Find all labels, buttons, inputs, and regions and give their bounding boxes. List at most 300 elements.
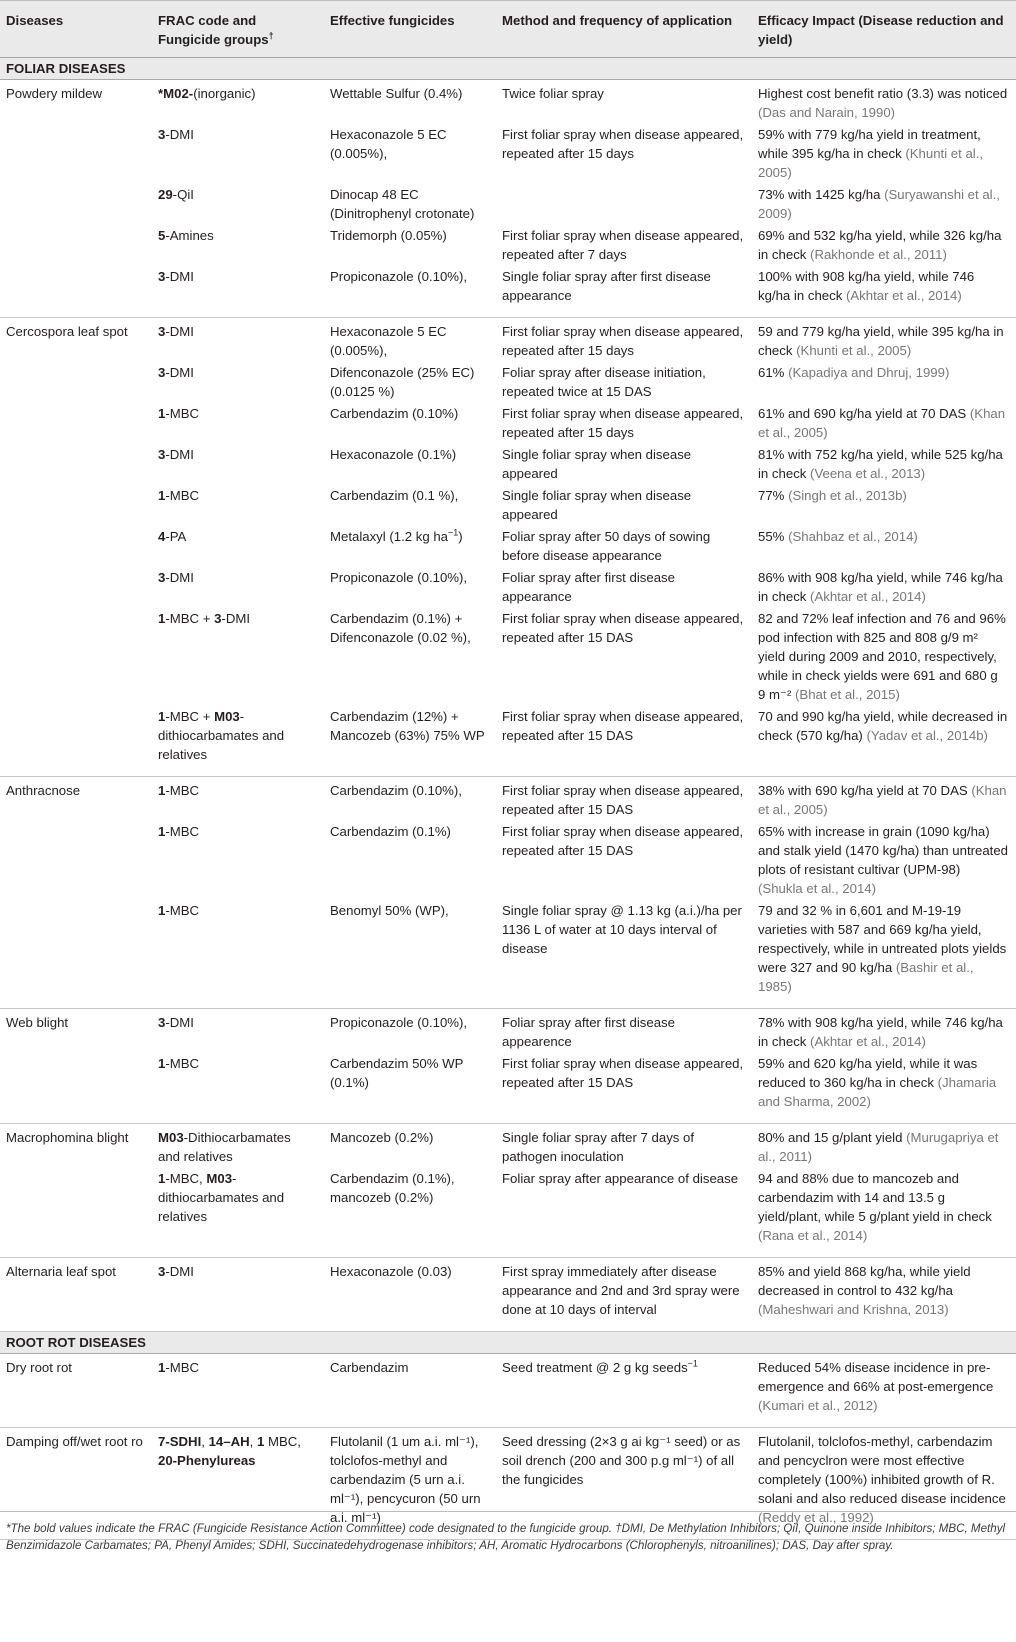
method-cell: [496, 318, 752, 364]
frac-code: 3: [158, 570, 166, 585]
method-text: Twice foliar spray: [502, 86, 604, 101]
table-row: [0, 267, 1016, 318]
disease-name: Dry root rot: [0, 1354, 152, 1428]
citation: (Shahbaz et al., 2014): [788, 529, 918, 544]
method-text: Single foliar spray when disease appeared: [502, 447, 692, 481]
frac-group: -MBC +: [165, 709, 215, 724]
fungicide-cell: [324, 445, 496, 486]
table-row: [0, 318, 1016, 364]
disease-name: Web blight: [6, 1015, 69, 1030]
frac-code-cell: [152, 568, 324, 609]
table-body: [0, 58, 1016, 1540]
frac-group: -MBC: [165, 1360, 200, 1375]
frac-code-cell: [152, 1054, 324, 1124]
section-title: ROOT ROT DISEASES: [0, 1332, 1016, 1354]
frac-code: 1: [158, 406, 166, 421]
disease-cell: [0, 707, 152, 777]
method-text: First foliar spray when disease appeared, repeated after 15 DAS: [502, 709, 744, 743]
section-row: [0, 58, 1016, 80]
citation: (Murugapriya et al., 2011): [758, 1130, 999, 1164]
efficacy-text: 61% and 690 kg/ha yield at 70 DAS: [758, 406, 970, 421]
table-row: [0, 1354, 1016, 1428]
frac-code-cell: [152, 486, 324, 527]
frac-code-cell: [152, 1258, 324, 1332]
citation: (Bashir et al., 1985): [758, 960, 974, 994]
method-text: First foliar spray when disease appeared, repeated after 15 DAS: [502, 1056, 744, 1090]
method-cell: [496, 80, 752, 126]
frac-code: 7-SDHI: [158, 1434, 202, 1449]
fungicide-cell: [324, 777, 496, 823]
frac-group: ,: [201, 1434, 209, 1449]
frac-group: -MBC +: [165, 611, 215, 626]
method-cell: [496, 363, 752, 404]
citation: (Jhamaria and Sharma, 2002): [758, 1075, 997, 1109]
frac-group: -DMI: [165, 269, 194, 284]
fungicide-cell: [324, 125, 496, 185]
efficacy-text: 81% with 752 kg/ha yield, while 525 kg/ha in check: [758, 447, 1003, 481]
method-text: Seed dressing (2×3 g ai kg⁻¹ seed) or as soil drench (200 and 300 p.g ml⁻¹) of all the fungicides: [502, 1434, 741, 1487]
fungicide-name: Carbendazim (0.1%): [330, 824, 451, 839]
efficacy-text: 77%: [758, 488, 789, 503]
frac-code-cell: [152, 318, 324, 364]
fungicide-name: Hexaconazole 5 EC (0.005%),: [330, 324, 447, 358]
fungicide-cell: [324, 226, 496, 267]
method-text: First foliar spray when disease appeared, repeated after 7 days: [502, 228, 744, 262]
fungicide-cell: [324, 486, 496, 527]
citation: (Suryawanshi et al., 2009): [758, 187, 1000, 221]
disease-name: Powdery mildew: [6, 86, 103, 101]
method-cell: [496, 226, 752, 267]
efficacy-cell: [752, 1054, 1016, 1124]
table-row: [0, 1258, 1016, 1332]
fungicide-name: Wettable Sulfur (0.4%): [330, 86, 463, 101]
frac-code-cell: [152, 609, 324, 707]
frac-group: -DMI: [165, 1264, 194, 1279]
efficacy-text: 69% and 532 kg/ha yield, while 326 kg/ha in check: [758, 228, 1002, 262]
fungicide-name: Flutolanil (1 um a.i. ml⁻¹), tolclofos-methyl and carbendazim (5 urn a.i. ml⁻¹), pencycuron (50 urn a.i. ml⁻¹): [330, 1434, 481, 1525]
frac-code: 1: [158, 783, 166, 798]
frac-group: -DMI: [165, 127, 194, 142]
method-cell: [496, 404, 752, 445]
disease-name: Cercospora leaf spot: [6, 324, 128, 339]
fungicide-name: Hexaconazole (0.1%): [330, 447, 457, 462]
section-title: FOLIAR DISEASES: [0, 58, 1016, 80]
frac-code-cell: [152, 527, 324, 568]
efficacy-text: 78% with 908 kg/ha yield, while 746 kg/ha in check: [758, 1015, 1003, 1049]
method-text: Foliar spray after appearance of disease: [502, 1171, 739, 1186]
efficacy-text: 94 and 88% due to mancozeb and carbendazim with 14 and 13.5 g yield/plant, while 5 g/plant yield in check: [758, 1171, 992, 1224]
method-text: Foliar spray after first disease appearence: [502, 1015, 675, 1049]
table-row: [0, 1009, 1016, 1055]
header-frac: [152, 1, 324, 58]
efficacy-text: 59% and 620 kg/ha yield, while it was reduced to 360 kg/ha in check: [758, 1056, 978, 1090]
fungicide-name: Tridemorph (0.05%): [330, 228, 447, 243]
citation: (Shukla et al., 2014): [758, 881, 877, 896]
frac-code-cell: [152, 1354, 324, 1428]
method-text: First foliar spray when disease appeared, repeated after 15 DAS: [502, 824, 744, 858]
fungicide-name: Propiconazole (0.10%),: [330, 269, 468, 284]
efficacy-cell: [752, 486, 1016, 527]
frac-code: 1: [256, 1434, 265, 1449]
efficacy-text: 59 and 779 kg/ha yield, while 395 kg/ha in check: [758, 324, 1004, 358]
citation: (Akhtar et al., 2014): [845, 288, 962, 303]
frac-code: M03: [158, 1130, 184, 1145]
frac-code: 3: [158, 324, 166, 339]
frac-group: -Dithiocarbamates and relatives: [158, 1130, 291, 1164]
fungicide-name: Carbendazim (12%) + Mancozeb (63%) 75% WP: [330, 709, 485, 743]
efficacy-cell: [752, 1354, 1016, 1428]
frac-group: ,: [249, 1434, 257, 1449]
disease-name: Damping off/wet root ro: [0, 1428, 152, 1540]
citation: (Akhtar et al., 2014): [810, 1034, 926, 1049]
fungicide-cell: [324, 568, 496, 609]
efficacy-cell: [752, 404, 1016, 445]
method-cell: [496, 1124, 752, 1170]
fungicide-cell: [324, 901, 496, 1009]
table-row: [0, 363, 1016, 404]
fungicide-name: Carbendazim (0.10%): [330, 406, 459, 421]
efficacy-cell: [752, 568, 1016, 609]
method-cell: [496, 527, 752, 568]
frac-code: 1: [158, 1360, 166, 1375]
efficacy-cell: [752, 1009, 1016, 1055]
method-cell: [496, 1054, 752, 1124]
header-frac-label: FRAC code and Fungicide groups: [158, 13, 269, 47]
frac-group: -Amines: [165, 228, 214, 243]
fungicide-unit-exponent: −1: [448, 527, 459, 538]
fungicide-cell: [324, 80, 496, 126]
fungicide-cell: [324, 404, 496, 445]
table-row: [0, 1169, 1016, 1258]
frac-code-cell: [152, 822, 324, 901]
efficacy-cell: [752, 1258, 1016, 1332]
disease-cell: [0, 609, 152, 707]
efficacy-text: 73% with 1425 kg/ha: [758, 187, 885, 202]
section-row: [0, 1332, 1016, 1354]
frac-code: 3: [158, 127, 166, 142]
efficacy-cell: [752, 822, 1016, 901]
fungicide-name: Mancozeb (0.2%): [330, 1130, 434, 1145]
frac-code: 3: [158, 447, 166, 462]
frac-code: 3: [158, 365, 166, 380]
fungicide-name: Hexaconazole (0.03): [330, 1264, 452, 1279]
efficacy-cell: [752, 267, 1016, 318]
method-cell: [496, 901, 752, 1009]
method-cell: [496, 445, 752, 486]
table-row: [0, 125, 1016, 185]
table-row: [0, 568, 1016, 609]
method-cell: [496, 267, 752, 318]
method-cell: [496, 185, 752, 226]
disease-cell: [0, 226, 152, 267]
citation: (Kapadiya and Dhruj, 1999): [788, 365, 950, 380]
frac-group: -MBC: [165, 783, 200, 798]
efficacy-cell: [752, 707, 1016, 777]
frac-group: -dithiocarbamates and relatives: [158, 709, 285, 762]
table-header: [0, 1, 1016, 58]
efficacy-text: 70 and 990 kg/ha yield, while decreased in check (570 kg/ha): [758, 709, 1008, 743]
frac-code-cell: [152, 1169, 324, 1258]
frac-code: 3: [214, 611, 222, 626]
fungicide-name: Benomyl 50% (WP),: [330, 903, 449, 918]
efficacy-cell: [752, 185, 1016, 226]
method-text: First foliar spray when disease appeared, repeated after 15 days: [502, 406, 744, 440]
frac-group: (inorganic): [193, 86, 256, 101]
disease-cell: [0, 527, 152, 568]
efficacy-text: 55%: [758, 529, 789, 544]
method-text: Single foliar spray @ 1.13 kg (a.i.)/ha per 1136 L of water at 10 days interval of disease: [502, 903, 742, 956]
method-cell: [496, 822, 752, 901]
disease-cell: [0, 486, 152, 527]
method-cell: [496, 609, 752, 707]
fungicide-name: Carbendazim 50% WP (0.1%): [330, 1056, 464, 1090]
header-method: [496, 1, 752, 58]
frac-code-cell: [152, 185, 324, 226]
efficacy-text: 79 and 32 % in 6,601 and M-19-19 varieties with 587 and 669 kg/ha yield, respectively, while in untreated plots yields were 327 and 90 kg/ha: [758, 903, 1007, 975]
frac-group: -MBC: [165, 903, 200, 918]
citation: (Khunti et al., 2005): [758, 146, 984, 180]
efficacy-cell: [752, 901, 1016, 1009]
citation: (Khunti et al., 2005): [796, 343, 912, 358]
method-cell: [496, 125, 752, 185]
fungicide-cell: [324, 185, 496, 226]
table-row: [0, 226, 1016, 267]
fungicide-name: Carbendazim (0.1%) + Difenconazole (0.02 %),: [330, 611, 471, 645]
frac-code: M03: [206, 1171, 233, 1186]
header-row: [0, 1, 1016, 58]
fungicide-cell: [324, 822, 496, 901]
frac-code: 1: [158, 824, 166, 839]
frac-code: 29: [158, 187, 173, 202]
frac-group: -MBC: [165, 406, 200, 421]
header-efficacy-label: Efficacy Impact (Disease reduction and yield): [758, 13, 1004, 47]
frac-code-cell: [152, 707, 324, 777]
frac-group: -MBC,: [165, 1171, 207, 1186]
fungicide-name: Hexaconazole 5 EC (0.005%),: [330, 127, 447, 161]
frac-code: 14–AH: [208, 1434, 250, 1449]
fungicide-cell: [324, 1054, 496, 1124]
efficacy-text: Reduced 54% disease incidence in pre-emergence and 66% at post-emergence: [758, 1360, 994, 1394]
efficacy-text: Highest cost benefit ratio (3.3) was noticed: [758, 86, 1008, 101]
frac-group: -DMI: [221, 611, 250, 626]
efficacy-text: 100% with 908 kg/ha yield, while 746 kg/ha in check: [758, 269, 975, 303]
fungicide-cell: [324, 1124, 496, 1170]
table-row: [0, 527, 1016, 568]
efficacy-text: 38% with 690 kg/ha yield at 70 DAS: [758, 783, 972, 798]
frac-group: -DMI: [165, 365, 194, 380]
method-text: Foliar spray after first disease appearance: [502, 570, 675, 604]
efficacy-cell: [752, 226, 1016, 267]
efficacy-cell: [752, 125, 1016, 185]
frac-code: 5: [158, 228, 166, 243]
header-fungicides: [324, 1, 496, 58]
method-text: Seed treatment @ 2 g kg seeds: [502, 1360, 688, 1375]
frac-code-cell: [152, 445, 324, 486]
fungicide-cell: [324, 527, 496, 568]
method-text: First spray immediately after disease appearance and 2nd and 3rd spray were done at 10 days of interval: [502, 1264, 740, 1317]
fungicide-cell: [324, 1354, 496, 1428]
frac-group: -DMI: [165, 1015, 194, 1030]
fungicide-cell: [324, 267, 496, 318]
frac-code: 3: [158, 1015, 166, 1030]
frac-code-cell: [152, 80, 324, 126]
efficacy-text: 61%: [758, 365, 789, 380]
table-row: [0, 822, 1016, 901]
citation: (Singh et al., 2013b): [788, 488, 907, 503]
method-text: First foliar spray when disease appeared, repeated after 15 DAS: [502, 611, 744, 645]
disease-cell: [0, 185, 152, 226]
header-fungicides-label: Effective fungicides: [330, 13, 455, 28]
citation: (Khan et al., 2005): [758, 783, 1007, 817]
header-diseases: [0, 1, 152, 58]
table-row: [0, 901, 1016, 1009]
efficacy-text: 86% with 908 kg/ha yield, while 746 kg/ha in check: [758, 570, 1003, 604]
disease-cell: [0, 822, 152, 901]
citation: (Khan et al., 2005): [758, 406, 1006, 440]
efficacy-cell: [752, 80, 1016, 126]
efficacy-cell: [752, 777, 1016, 823]
frac-group: -QiI: [172, 187, 194, 202]
efficacy-text: 80% and 15 g/plant yield: [758, 1130, 907, 1145]
fungicide-name: Metalaxyl (1.2 kg ha: [330, 529, 449, 544]
frac-code-cell: [152, 226, 324, 267]
table-row: [0, 80, 1016, 126]
disease-cell: [0, 1169, 152, 1258]
method-cell: [496, 1258, 752, 1332]
efficacy-cell: [752, 1169, 1016, 1258]
frac-code-cell: [152, 363, 324, 404]
fungicide-name: Difenconazole (25% EC) (0.0125 %): [330, 365, 475, 399]
citation: (Rakhonde et al., 2011): [810, 247, 947, 262]
frac-code-cell: [152, 777, 324, 823]
frac-code-cell: [152, 404, 324, 445]
citation: (Akhtar et al., 2014): [810, 589, 926, 604]
citation: (Veena et al., 2013): [810, 466, 926, 481]
table-row: [0, 707, 1016, 777]
frac-code: 1: [158, 611, 166, 626]
frac-code: 4: [158, 529, 166, 544]
fungicide-name: Carbendazim (0.10%),: [330, 783, 462, 798]
disease-cell: [0, 445, 152, 486]
frac-code: 1: [158, 709, 166, 724]
efficacy-cell: [752, 609, 1016, 707]
method-text: Foliar spray after 50 days of sowing before disease appearance: [502, 529, 711, 563]
header-diseases-label: Diseases: [6, 13, 64, 28]
frac-group: -dithiocarbamates and relatives: [158, 1171, 285, 1224]
fungicide-name: Propiconazole (0.10%),: [330, 1015, 468, 1030]
disease-cell: [0, 568, 152, 609]
table-row: [0, 486, 1016, 527]
frac-group: -MBC: [165, 1056, 200, 1071]
frac-group: -PA: [165, 529, 187, 544]
efficacy-text: Flutolanil, tolclofos-methyl, carbendazim and pencyclron were most effective completely (100%) inhibited growth of R. solani and also reduced disease incidence: [758, 1434, 1006, 1506]
fungicide-cell: [324, 609, 496, 707]
citation: (Bhat et al., 2015): [795, 687, 900, 702]
frac-group: -DMI: [165, 447, 194, 462]
efficacy-text: 82 and 72% leaf infection and 76 and 96% pod infection with 825 and 808 g/9 m² yield during 2009 and 2010, respectively, while in check yields were 691 and 680 g 9 m⁻²: [758, 611, 1006, 702]
table-row: [0, 1124, 1016, 1170]
frac-code: 1: [158, 1056, 166, 1071]
disease-name: Macrophomina blight: [6, 1130, 129, 1145]
frac-group: -MBC: [165, 488, 200, 503]
frac-code: 1: [158, 903, 166, 918]
disease-cell: [0, 901, 152, 1009]
method-text: First foliar spray when disease appeared, repeated after 15 days: [502, 127, 744, 161]
method-cell: [496, 777, 752, 823]
fungicide-cell: [324, 363, 496, 404]
disease-cell: [0, 267, 152, 318]
citation: (Maheshwari and Krishna, 2013): [758, 1302, 949, 1317]
citation: (Reddy et al., 1992): [758, 1510, 874, 1525]
fungicide-unit-close: ): [458, 529, 463, 544]
frac-code-cell: [152, 1124, 324, 1170]
disease-name: Anthracnose: [6, 783, 81, 798]
method-text: Single foliar spray after first disease appearance: [502, 269, 711, 303]
table-row: [0, 404, 1016, 445]
frac-code-cell: [152, 1009, 324, 1055]
citation: (Yadav et al., 2014b): [866, 728, 988, 743]
fungicide-cell: [324, 707, 496, 777]
fungicide-name: Carbendazim (0.1%), mancozeb (0.2%): [330, 1171, 455, 1205]
disease-cell: [0, 363, 152, 404]
method-cell: [496, 486, 752, 527]
frac-code: 1: [158, 488, 166, 503]
table-footnote: *The bold values indicate the FRAC (Fungicide Resistance Action Committee) code designated to the fungicide group. †DMI, De Methylation Inhibitors; QiI, Quinone inside Inhibitors; MBC, Methyl Benzimidazole Carbamates; PA, Phenyl Amides; SDHI, Succinatedehydrogenase inhibitors; AH, Aromatic Hydrocarbons (Chlorophenyls, nitroanilines); DAS, Day after spray.: [0, 1511, 1016, 1554]
method-text: First foliar spray when disease appeared, repeated after 15 days: [502, 324, 744, 358]
efficacy-cell: [752, 363, 1016, 404]
efficacy-cell: [752, 1124, 1016, 1170]
table-row: [0, 185, 1016, 226]
efficacy-cell: [752, 318, 1016, 364]
fungicide-cell: [324, 1009, 496, 1055]
header-frac-dagger: †: [268, 30, 274, 41]
fungicide-name: Carbendazim: [330, 1360, 409, 1375]
method-text: Single foliar spray after 7 days of pathogen inoculation: [502, 1130, 695, 1164]
method-text: First foliar spray when disease appeared, repeated after 15 DAS: [502, 783, 744, 817]
fungicide-name: Carbendazim (0.1 %),: [330, 488, 459, 503]
frac-code: *M02-: [158, 86, 194, 101]
efficacy-text: 65% with increase in grain (1090 kg/ha) and stalk yield (1470 kg/ha) than untreated plots of resistant cultivar (UPM-98): [758, 824, 1008, 877]
citation: (Das and Narain, 1990): [758, 105, 896, 120]
fungicide-cell: [324, 1258, 496, 1332]
table-row: [0, 609, 1016, 707]
fungicide-cell: [324, 318, 496, 364]
method-cell: [496, 568, 752, 609]
method-text: Single foliar spray when disease appeared: [502, 488, 692, 522]
efficacy-text: 85% and yield 868 kg/ha, while yield decreased in control to 432 kg/ha: [758, 1264, 971, 1298]
citation: (Kumari et al., 2012): [758, 1398, 878, 1413]
disease-cell: [0, 125, 152, 185]
header-efficacy: [752, 1, 1016, 58]
frac-code: M03: [214, 709, 240, 724]
frac-group: -DMI: [165, 324, 194, 339]
method-cell: [496, 707, 752, 777]
disease-cell: [0, 1054, 152, 1124]
efficacy-cell: [752, 527, 1016, 568]
header-method-label: Method and frequency of application: [502, 13, 733, 28]
fungicide-name: Dinocap 48 EC (Dinitrophenyl crotonate): [330, 187, 475, 221]
method-cell: [496, 1169, 752, 1258]
fungicide-name: Propiconazole (0.10%),: [330, 570, 468, 585]
method-unit-exponent: −1: [687, 1358, 698, 1369]
frac-group: -MBC: [165, 824, 200, 839]
table-row: [0, 445, 1016, 486]
disease-name: Alternaria leaf spot: [0, 1258, 152, 1332]
frac-code-cell: [152, 267, 324, 318]
frac-group: MBC,: [264, 1434, 301, 1449]
method-cell: [496, 1009, 752, 1055]
frac-code: 3: [158, 1264, 166, 1279]
